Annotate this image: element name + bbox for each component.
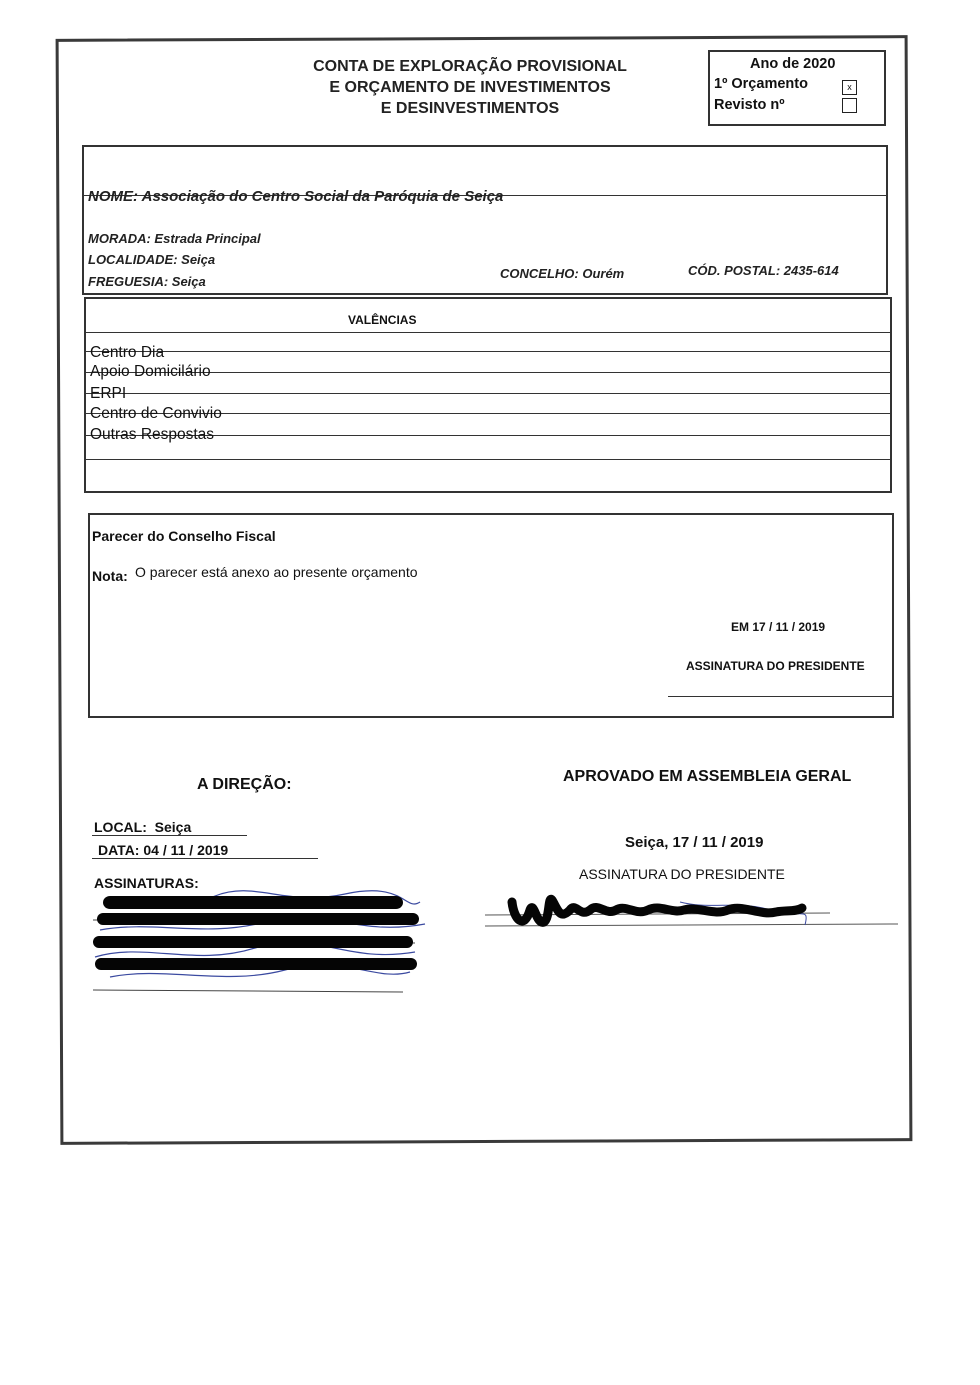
assembleia-signature xyxy=(480,880,900,940)
assembleia-signature-label: ASSINATURA DO PRESIDENTE xyxy=(579,866,785,882)
document-title xyxy=(250,56,690,119)
valencias-box xyxy=(84,297,892,493)
valencia-item: ERPI xyxy=(90,385,127,402)
direcao-heading: A DIREÇÃO: xyxy=(197,776,292,793)
assembleia-heading: APROVADO EM ASSEMBLEIA GERAL xyxy=(563,768,852,785)
divider xyxy=(86,459,890,460)
valencias-heading: VALÊNCIAS xyxy=(348,313,417,327)
local-underline xyxy=(92,835,247,836)
valencia-item: Centro de Convivio xyxy=(90,405,222,422)
redaction-bar xyxy=(93,936,413,948)
parecer-date: EM 17 / 11 / 2019 xyxy=(731,620,826,634)
valencia-item: Apoio Domicilário xyxy=(90,363,211,380)
redaction-scribble xyxy=(512,899,802,922)
assembleia-date: Seiça, 17 / 11 / 2019 xyxy=(625,834,764,851)
morada-field: MORADA: Estrada Principal xyxy=(88,231,261,246)
title-line-1: CONTA DE EXPLORAÇÃO PROVISIONAL xyxy=(313,58,627,75)
revisto-label: Revisto nº xyxy=(714,97,785,113)
valencia-item: Centro Dia xyxy=(90,344,165,361)
redaction-bar xyxy=(95,958,417,970)
revisto-checkbox[interactable] xyxy=(842,98,857,113)
concelho-field: CONCELHO: Ourém xyxy=(500,266,625,281)
redacted-signatures xyxy=(85,882,435,997)
data-field: DATA: 04 / 11 / 2019 xyxy=(98,842,229,858)
nota-text: O parecer está anexo ao presente orçamento xyxy=(135,564,418,580)
divider xyxy=(86,351,890,352)
nota-label: Nota: xyxy=(92,568,128,584)
parecer-heading: Parecer do Conselho Fiscal xyxy=(92,528,276,544)
data-underline xyxy=(92,858,318,859)
assinaturas-label: ASSINATURAS: xyxy=(94,875,199,891)
orcamento-label: 1º Orçamento xyxy=(714,76,808,92)
year-label: Ano de 2020 xyxy=(750,56,836,72)
parecer-signature-label: ASSINATURA DO PRESIDENTE xyxy=(686,659,865,673)
freguesia-field: FREGUESIA: Seiça xyxy=(88,274,206,289)
orcamento-checkbox[interactable]: x xyxy=(842,80,857,95)
localidade-field: LOCALIDADE: Seiça xyxy=(88,252,216,267)
title-line-2: E ORÇAMENTO DE INVESTIMENTOS xyxy=(329,79,611,96)
nome-field: NOME: Associação do Centro Social da Paróquia de Seiça xyxy=(88,188,504,205)
divider xyxy=(86,332,890,333)
redaction-bar xyxy=(103,896,403,909)
parecer-box xyxy=(88,513,894,718)
cod-postal-field: CÓD. POSTAL: 2435-614 xyxy=(688,263,839,278)
valencia-item: Outras Respostas xyxy=(90,426,215,443)
redaction-bar xyxy=(97,913,419,925)
entity-info-box xyxy=(82,145,888,295)
signature-line xyxy=(93,990,403,992)
year-box xyxy=(708,50,886,126)
title-line-3: E DESINVESTIMENTOS xyxy=(380,100,560,117)
local-field: LOCAL: Seiça xyxy=(94,819,192,835)
signature-line xyxy=(668,696,894,697)
divider xyxy=(86,393,890,394)
